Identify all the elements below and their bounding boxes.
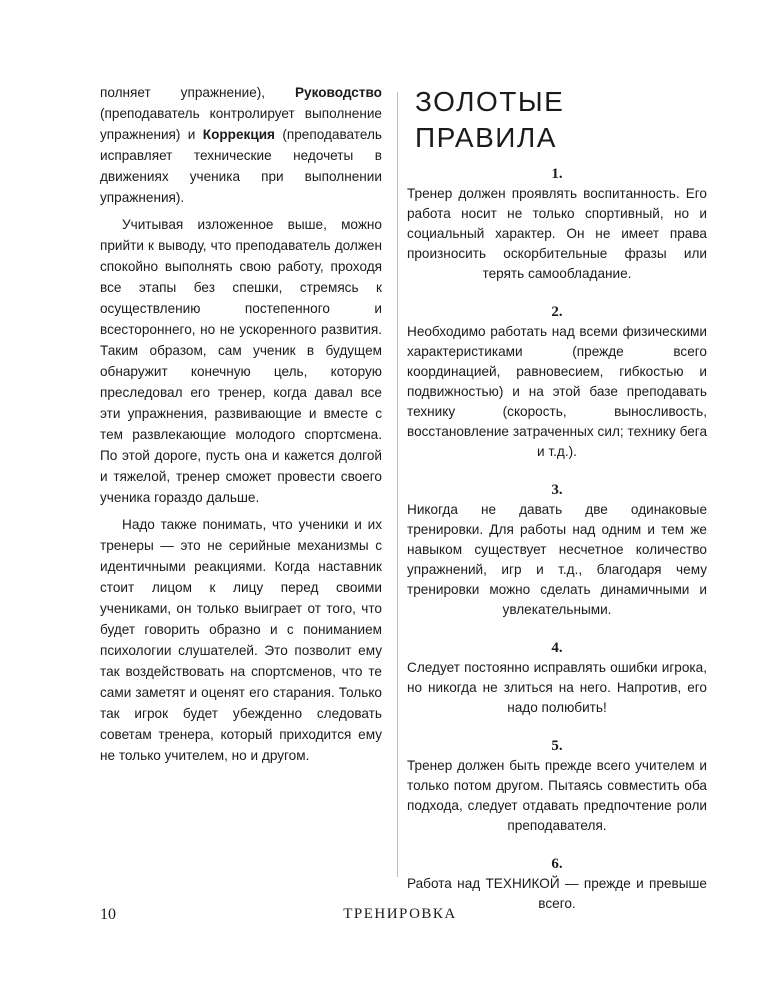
rule-number: 4. [551,640,563,656]
rule-2 [407,302,707,462]
page-number: 10 [100,906,116,923]
running-footer-title: ТРЕНИРОВКА [343,906,457,922]
rule-text: Тренер должен проявлять воспитанность. Его работа носит не только спортивный, но и социальный характер. Он не имеет права произносить оскорбительные фразы или терять самообладание. [407,186,707,281]
rule-text: Тренер должен быть прежде всего учителем и только потом другом. Пытаясь совместить оба подхода, следует отдавать предпочтение роли преподавателя. [407,758,707,833]
paragraph-1-text-end: (преподаватель исправляет технические недочеты в движениях ученика при выполнении упражнения). [100,127,382,205]
term-guidance: Руководство [294,85,382,100]
rule-4 [407,638,707,718]
rule-text: Никогда не давать две одинаковые тренировки. Для работы над одним и тем же навыком существует несчетное количество упражнений, игр и т.д., благодаря чему тренировки можно сделать динамичными и увлекательными. [407,502,707,617]
rule-number: 2. [551,304,563,320]
rule-text: Необходимо работать над всеми физическими характеристиками (прежде всего координацией, равновесием, гибкостью и подвижностью) и на этой базе преподавать технику (скорость, выносливость, восстановление затраченных сил; технику бега и т.д.). [407,324,707,459]
rule-6 [407,854,707,914]
golden-rules-title: ЗОЛОТЫЕ ПРАВИЛА [415,86,565,153]
rule-text: Работа над ТЕХНИКОЙ — прежде и превыше всего. [407,876,707,911]
rule-number: 1. [551,166,563,182]
paragraph-3: Надо также понимать, что ученики и их тренеры — это не серийные механизмы с идентичными реакциями. Когда наставник стоит лицом к лицу перед своими учениками, он только выиграет от того, что будет говорить образно и с пониманием психологии слушателей. Это позволит ему так воздействовать на спортсменов, что те сами заметят и оценят его старания. Только так игрок будет убежденно следовать советам тренера, который приходится ему не только учителем, но и другом. [100,517,382,763]
left-column [100,82,382,766]
rule-5 [407,736,707,836]
column-divider [397,92,398,877]
rule-3 [407,480,707,620]
rule-number: 3. [551,482,563,498]
paragraph-1 [100,82,382,208]
paragraph-1-text-mid: (преподаватель контролирует выполнение упражнения) и [100,106,382,142]
rule-text: Следует постоянно исправлять ошибки игрока, но никогда не злиться на него. Напротив, его надо полюбить! [407,660,707,715]
term-correction: Коррекция [202,127,275,142]
rule-1 [407,164,707,284]
rule-number: 5. [551,738,563,754]
rule-number: 6. [551,856,563,872]
golden-rules-box [407,84,707,932]
paragraph-1-text: полняет упражнение), [100,85,295,100]
paragraph-2: Учитывая изложенное выше, можно прийти к выводу, что преподаватель должен спокойно выполнять свою работу, проходя все этапы без спешки, стремясь к осуществлению постепенного и всестороннего, но не ускоренного развития. Таким образом, сам ученик в будущем обнаружит конечную цель, которую преследовал его тренер, когда давал все эти упражнения, развивающие и вместе с тем развлекающие молодого спортсмена. По этой дороге, пусть она и кажется долгой и тяжелой, тренер сможет провести своего ученика гораздо дальше. [100,217,382,505]
